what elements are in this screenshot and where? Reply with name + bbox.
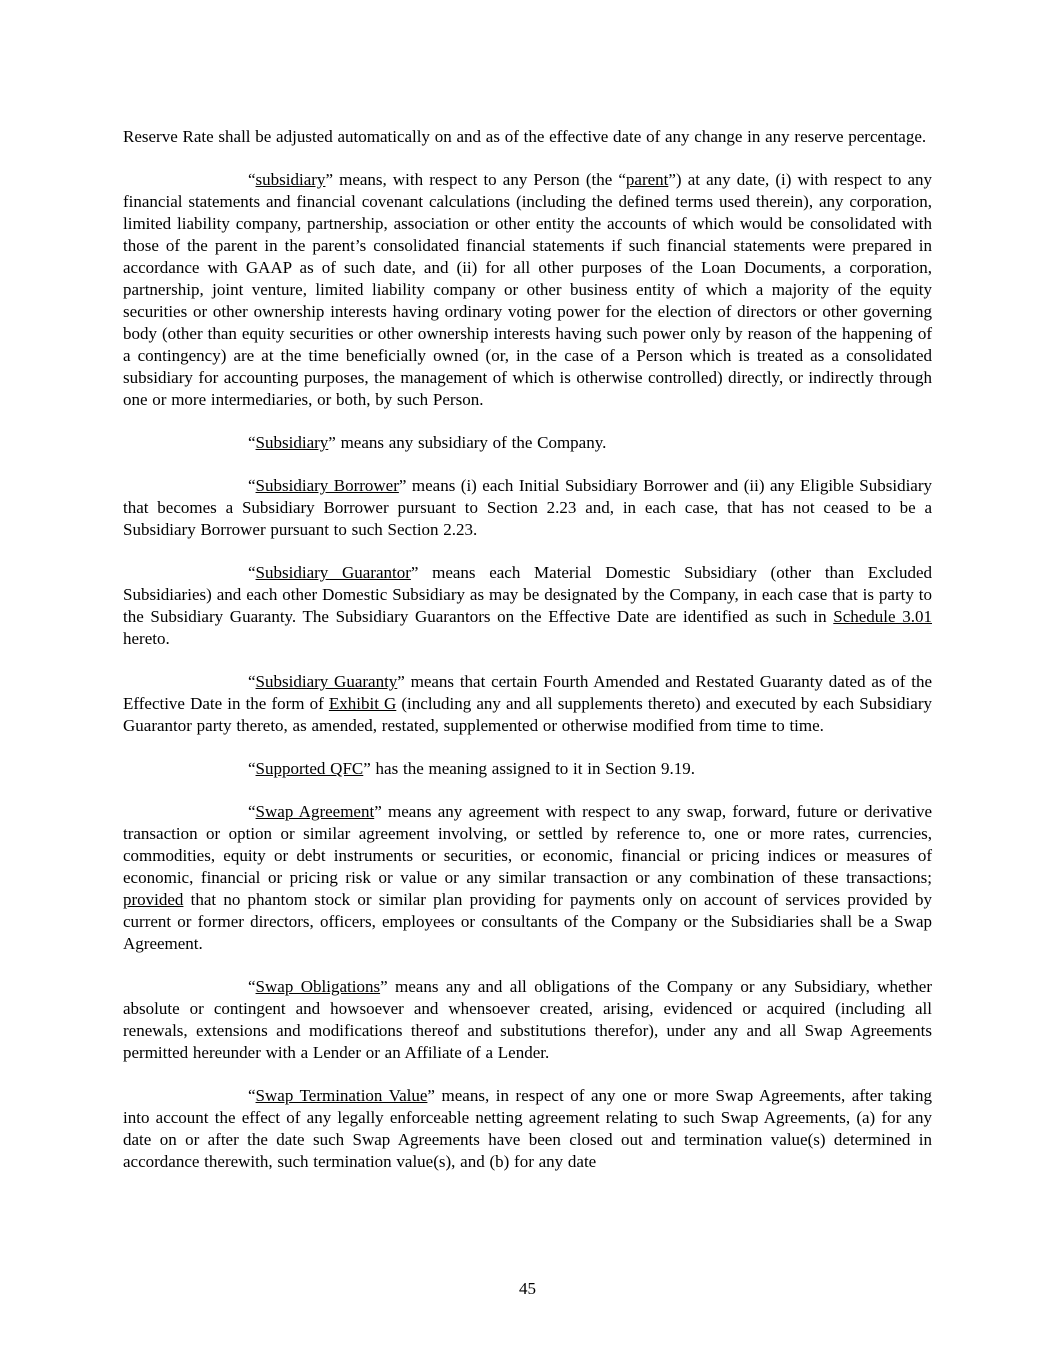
- paragraph-text: ” means each Material Domestic Subsidiary (other than Excluded Subsidiaries) and each other Domestic Subsidiary as may be designated by the Company, in each case that is party to the Subsidiary Guaranty. The Subsidiary Guarantors on the Effective Date are identified as such in: [123, 563, 932, 626]
- paragraph: [123, 976, 932, 1064]
- defined-term: Subsidiary Guaranty: [255, 672, 398, 691]
- paragraph-text: (including any and all supplements thereto) and executed by each Subsidiary Guarantor party thereto, as amended, restated, supplemented or otherwise modified from time to time.: [123, 694, 932, 735]
- paragraph-text: “: [248, 433, 256, 452]
- paragraph: [123, 758, 932, 780]
- paragraph-text: ” has the meaning assigned to it in Section 9.19.: [363, 759, 695, 778]
- defined-term: Swap Obligations: [255, 977, 381, 996]
- paragraph-text: “: [248, 672, 256, 691]
- defined-term: Schedule 3.01: [833, 607, 932, 626]
- paragraph: [123, 126, 932, 148]
- paragraph-text: “: [248, 170, 256, 189]
- paragraph-text: ” means that certain Fourth Amended and Restated Guaranty dated as of the Effective Date in the form of: [123, 672, 932, 713]
- paragraph: [123, 475, 932, 541]
- paragraph-text: ” means any agreement with respect to any swap, forward, future or derivative transaction or option or similar agreement involving, or settled by reference to, one or more rates, currencies, commodities, equity or debt instruments or securities, or economic, financial or pricing indices or measures of economic, financial or pricing risk or value or any similar transaction or any combination of these transactions;: [123, 802, 933, 887]
- defined-term: Swap Termination Value: [255, 1086, 428, 1105]
- defined-term: Exhibit G: [328, 694, 397, 713]
- paragraph-text: that no phantom stock or similar plan providing for payments only on account of services provided by current or former directors, officers, employees or consultants of the Company or the Subsidiaries shall be a Swap Agreement.: [123, 890, 932, 953]
- paragraph: [123, 169, 932, 411]
- paragraph-text: ” means, with respect to any Person (the “: [325, 170, 626, 189]
- defined-term: Subsidiary Guarantor: [255, 563, 411, 582]
- page-number: 45: [519, 1279, 536, 1298]
- paragraph-text: ” means any subsidiary of the Company.: [328, 433, 607, 452]
- paragraph-text: hereto.: [123, 629, 170, 648]
- defined-term: provided: [123, 890, 184, 909]
- paragraph-text: Reserve Rate shall be adjusted automatically on and as of the effective date of any change in any reserve percentage.: [123, 127, 927, 146]
- paragraph-text: ” means any and all obligations of the Company or any Subsidiary, whether absolute or contingent and howsoever and whensoever created, arising, evidenced or acquired (including all renewals, extensions and modifications thereof and substitutions therefor), under any and all Swap Agreements permitted hereunder with a Lender or an Affiliate of a Lender.: [123, 977, 933, 1062]
- paragraph-text: ” means, in respect of any one or more Swap Agreements, after taking into account the effect of any legally enforceable netting agreement relating to such Swap Agreements, (a) for any date on or after the date such Swap Agreements have been closed out and termination value(s) determined in accordance therewith, such termination value(s), and (b) for any date: [123, 1086, 933, 1171]
- defined-term: parent: [625, 170, 669, 189]
- paragraph-text: “: [248, 977, 256, 996]
- document-body: [123, 126, 932, 1194]
- paragraph-text: ”) at any date, (i) with respect to any financial statements and financial covenant calculations (including the defined terms used therein), any corporation, limited liability company, partnership, association or other entity the accounts of which would be consolidated with those of the parent in the parent’s consolidated financial statements if such financial statements were prepared in accordance with GAAP as of such date, and (ii) for all other purposes of the Loan Documents, a corporation, partnership, joint venture, limited liability company or other business entity of which a majority of the equity securities or other ownership interests having ordinary voting power for the election of directors or other governing body (other than equity securities or other ownership interests having such power only by reason of the happening of a contingency) are at the time beneficially owned (or, in the case of a Person which is treated as a consolidated subsidiary for accounting purposes, the management of which is otherwise controlled) directly, or indirectly through one or more intermediaries, or both, by such Person.: [123, 170, 932, 409]
- defined-term: Subsidiary Borrower: [255, 476, 399, 495]
- defined-term: subsidiary: [255, 170, 326, 189]
- paragraph-text: “: [248, 476, 256, 495]
- paragraph: [123, 1085, 932, 1173]
- defined-term: Supported QFC: [255, 759, 364, 778]
- paragraph: [123, 432, 932, 454]
- defined-term: Swap Agreement: [255, 802, 375, 821]
- defined-term: Subsidiary: [255, 433, 329, 452]
- paragraph-text: “: [248, 802, 256, 821]
- paragraph-text: “: [248, 563, 256, 582]
- paragraph-text: “: [248, 759, 256, 778]
- paragraph: [123, 801, 932, 955]
- paragraph-text: ” means (i) each Initial Subsidiary Borrower and (ii) any Eligible Subsidiary that becomes a Subsidiary Borrower pursuant to Section 2.23 and, in each case, that has not ceased to be a Subsidiary Borrower pursuant to such Section 2.23.: [123, 476, 933, 539]
- paragraph: [123, 562, 932, 650]
- paragraph: [123, 671, 932, 737]
- paragraph-text: “: [248, 1086, 256, 1105]
